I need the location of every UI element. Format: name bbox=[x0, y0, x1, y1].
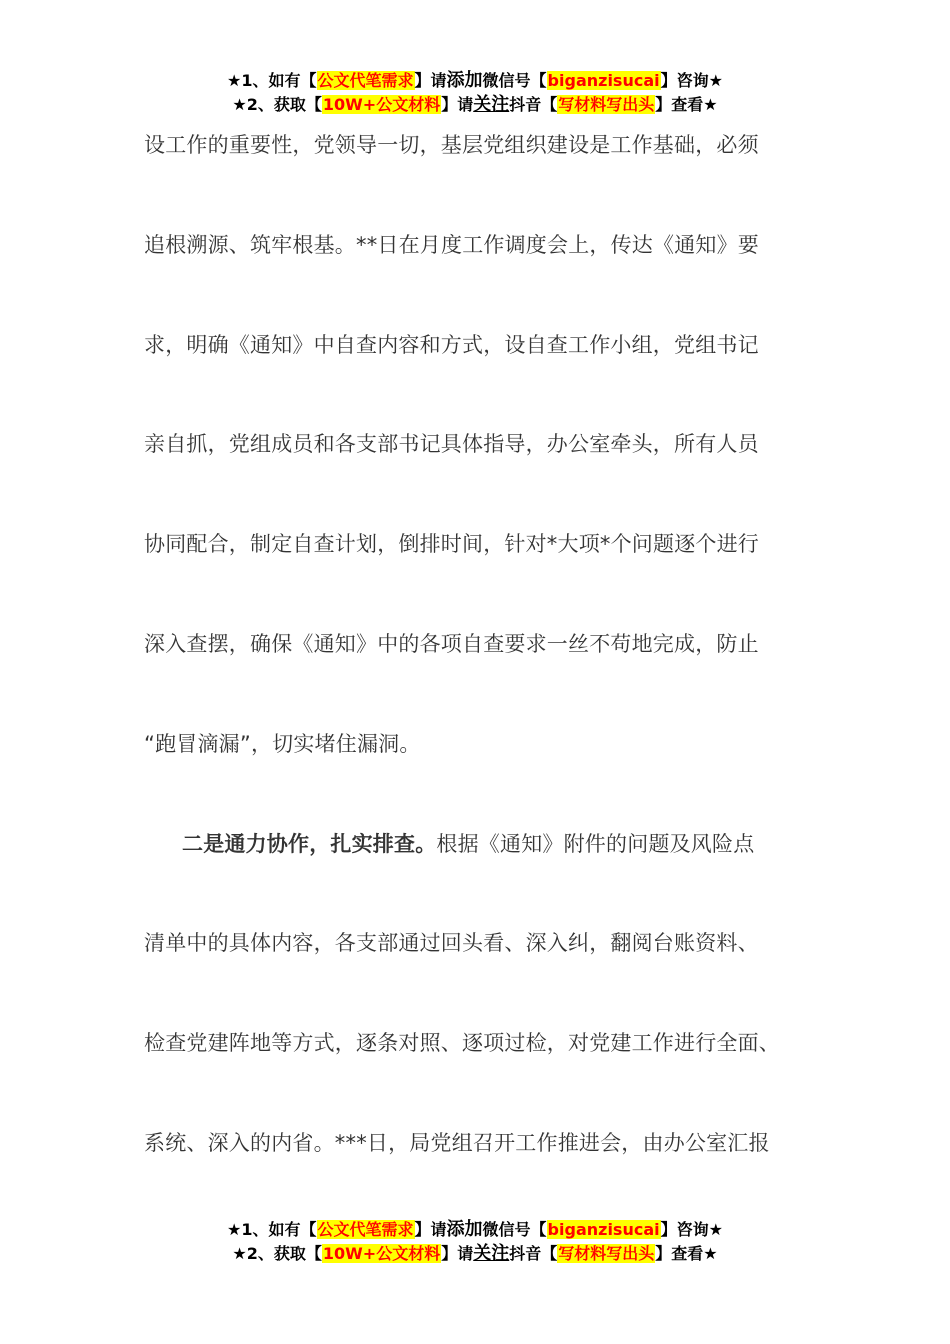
banner-wechat-id: biganzisucai bbox=[547, 1220, 660, 1239]
document-body bbox=[144, 119, 814, 1217]
paragraph-lead: 二是通力协作，扎实排查。 bbox=[182, 831, 437, 856]
banner-text: 】请 bbox=[414, 1220, 447, 1239]
paragraph-2-first-line bbox=[144, 818, 814, 918]
banner-line-1 bbox=[0, 69, 950, 93]
body-line: 深入查摆，确保《通知》中的各项自查要求一丝不苟地完成，防止 bbox=[144, 631, 759, 656]
banner-text: 微信号【 bbox=[482, 1220, 547, 1239]
banner-emphasis: 关注 bbox=[473, 94, 510, 115]
header-banner bbox=[0, 69, 950, 117]
banner-text: 】请 bbox=[414, 71, 447, 90]
banner-line-2 bbox=[0, 1242, 950, 1266]
body-line: 亲自抓，党组成员和各支部书记具体指导，办公室牵头，所有人员 bbox=[144, 432, 759, 457]
banner-line-2 bbox=[0, 93, 950, 117]
banner-text: 】查看★ bbox=[655, 95, 718, 114]
banner-text: ★1、如有【 bbox=[227, 71, 317, 90]
banner-douyin-id: 写材料写出头 bbox=[558, 95, 655, 114]
banner-highlight: 公文代笔需求 bbox=[317, 71, 414, 90]
banner-douyin-id: 写材料写出头 bbox=[558, 1244, 655, 1263]
banner-text: 】查看★ bbox=[655, 1244, 718, 1263]
banner-emphasis: 关注 bbox=[473, 1243, 510, 1264]
banner-text: 】咨询★ bbox=[660, 71, 723, 90]
banner-text: 抖音【 bbox=[509, 1244, 558, 1263]
body-line: 设工作的重要性，党领导一切，基层党组织建设是工作基础，必须 bbox=[144, 133, 759, 157]
footer-banner bbox=[0, 1218, 950, 1266]
banner-text: ★1、如有【 bbox=[227, 1220, 317, 1239]
banner-highlight: 公文代笔需求 bbox=[317, 1220, 414, 1239]
body-line: 系统、深入的内省。***日，局党组召开工作推进会，由办公室汇报 bbox=[144, 1130, 770, 1155]
banner-emphasis: 添加 bbox=[446, 1219, 483, 1240]
body-line: 协同配合，制定自查计划，倒排时间，针对*大项*个问题逐个进行 bbox=[144, 532, 759, 557]
body-line: 清单中的具体内容，各支部通过回头看、深入纠，翻阅台账资料、 bbox=[144, 931, 759, 956]
banner-text: 】请 bbox=[441, 1244, 474, 1263]
banner-text: 抖音【 bbox=[509, 95, 558, 114]
banner-emphasis: 添加 bbox=[446, 70, 483, 91]
banner-highlight: 10W+公文材料 bbox=[322, 95, 441, 114]
banner-text: 微信号【 bbox=[482, 71, 547, 90]
banner-text: ★2、获取【 bbox=[232, 95, 322, 114]
banner-text: ★2、获取【 bbox=[232, 1244, 322, 1263]
body-line: 求，明确《通知》中自查内容和方式，设自查工作小组，党组书记 bbox=[144, 332, 759, 357]
body-line: 检查党建阵地等方式，逐条对照、逐项过检，对党建工作进行全面、 bbox=[144, 1031, 780, 1056]
body-line: 追根溯源、筑牢根基。**日在月度工作调度会上，传达《通知》要 bbox=[144, 232, 759, 257]
banner-highlight: 10W+公文材料 bbox=[322, 1244, 441, 1263]
banner-text: 】请 bbox=[441, 95, 474, 114]
body-line: “跑冒滴漏”，切实堵住漏洞。 bbox=[144, 731, 421, 756]
banner-wechat-id: biganzisucai bbox=[547, 71, 660, 90]
paragraph-text: 根据《通知》附件的问题及风险点 bbox=[436, 831, 755, 856]
banner-line-1 bbox=[0, 1218, 950, 1242]
banner-text: 】咨询★ bbox=[660, 1220, 723, 1239]
